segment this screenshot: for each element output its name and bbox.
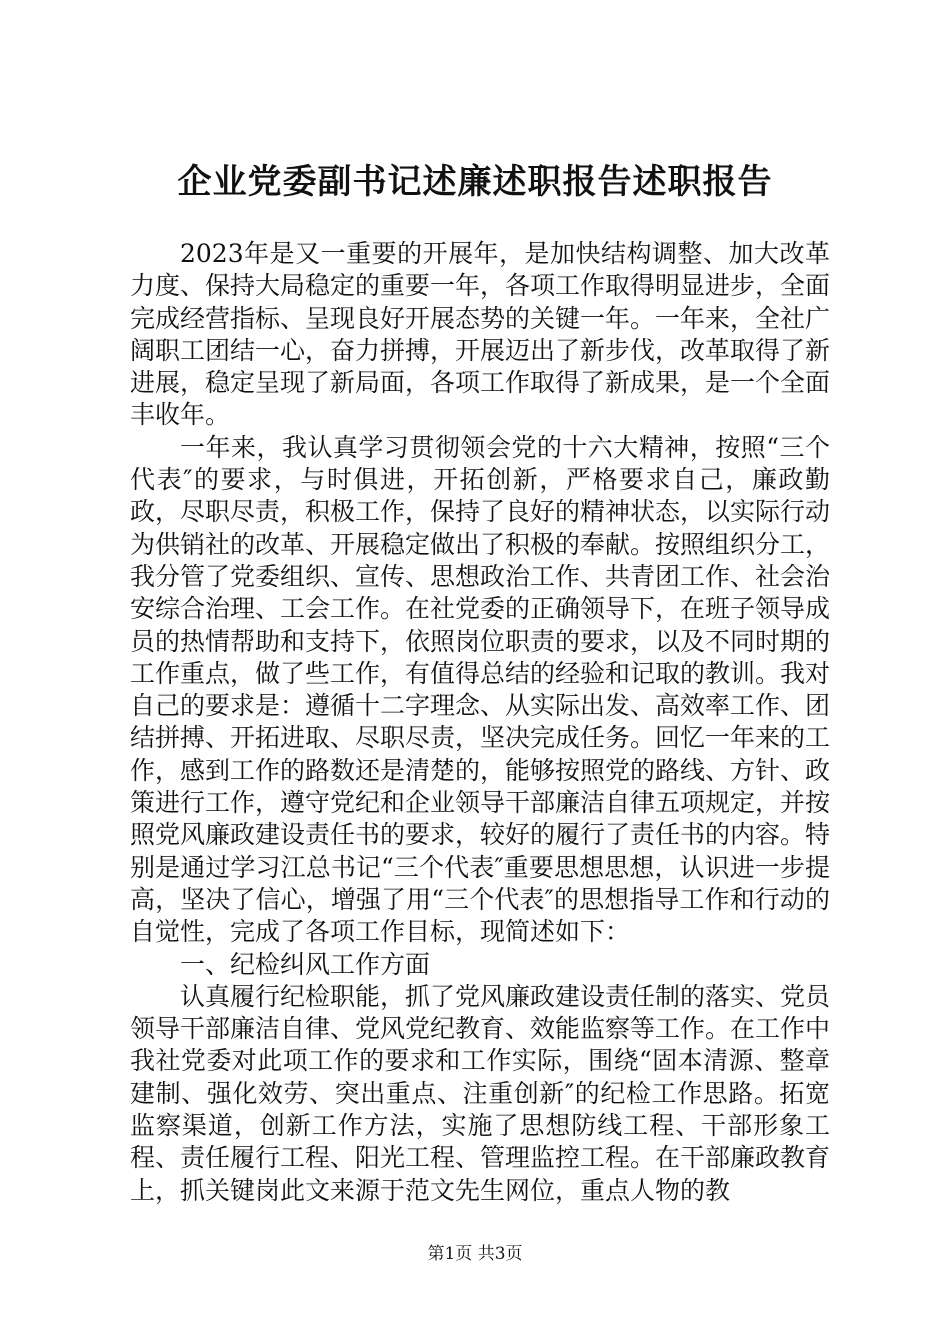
document-title: 企业党委副书记述廉述职报告述职报告 — [177, 162, 773, 202]
paragraph-intro: 2023年是又一重要的开展年，是加快结构调整、加大改革力度、保持大局稳定的重要一年，各项工作取得明显进步，全面完成经营指标、呈现良好开展态势的关键一年。一年来，全社广阔职工团结一心，奋力拼搏，开展迈出了新步伐，改革取得了新进展，稳定呈现了新局面，各项工作取得了新成果，是一个全面丰收年。 — [130, 239, 831, 430]
paragraph-discipline: 认真履行纪检职能，抓了党风廉政建设责任制的落实、党员领导干部廉洁自律、党风党纪教育、效能监察等工作。在工作中我社党委对此项工作的要求和工作实际，围绕“固本清源、整章建制、强化效劳、突出重点、注重创新″的纪检工作思路。拓宽监察渠道，创新工作方法，实施了思想防线工程、干部形象工程、责任履行工程、阳光工程、管理监控工程。在干部廉政教育上，抓关键岗此文来源于范文先生网位，重点人物的教 — [130, 981, 831, 1205]
page-footer: 第1页 共3页 — [427, 1244, 523, 1264]
section-heading-discipline: 一、纪检纠风工作方面 — [180, 949, 431, 979]
document-body — [130, 238, 830, 1207]
paragraph-summary: 一年来，我认真学习贯彻领会党的十六大精神，按照“三个代表″的要求，与时俱进，开拓创新，严格要求自己，廉政勤政，尽职尽责，积极工作，保持了良好的精神状态，以实际行动为供销社的改革、开展稳定做出了积极的奉献。按照组织分工，我分管了党委组织、宣传、思想政治工作、共青团工作、社会治安综合治理、工会工作。在社党委的正确领导下，在班子领导成员的热情帮助和支持下，依照岗位职责的要求，以及不同时期的工作重点，做了些工作，有值得总结的经验和记取的教训。我对自己的要求是：遵循十二字理念、从实际出发、高效率工作、团结拼搏、开拓进取、尽职尽责，坚决完成任务。回忆一年来的工作，感到工作的路数还是清楚的，能够按照党的路线、方针、政策进行工作，遵守党纪和企业领导干部廉洁自律五项规定，并按照党风廉政建设责任书的要求，较好的履行了责任书的内容。特别是通过学习江总书记“三个代表″重要思想思想，认识进一步提高，坚决了信心，增强了用“三个代表″的思想指导工作和行动的自觉性，完成了各项工作目标，现简述如下： — [130, 432, 831, 947]
